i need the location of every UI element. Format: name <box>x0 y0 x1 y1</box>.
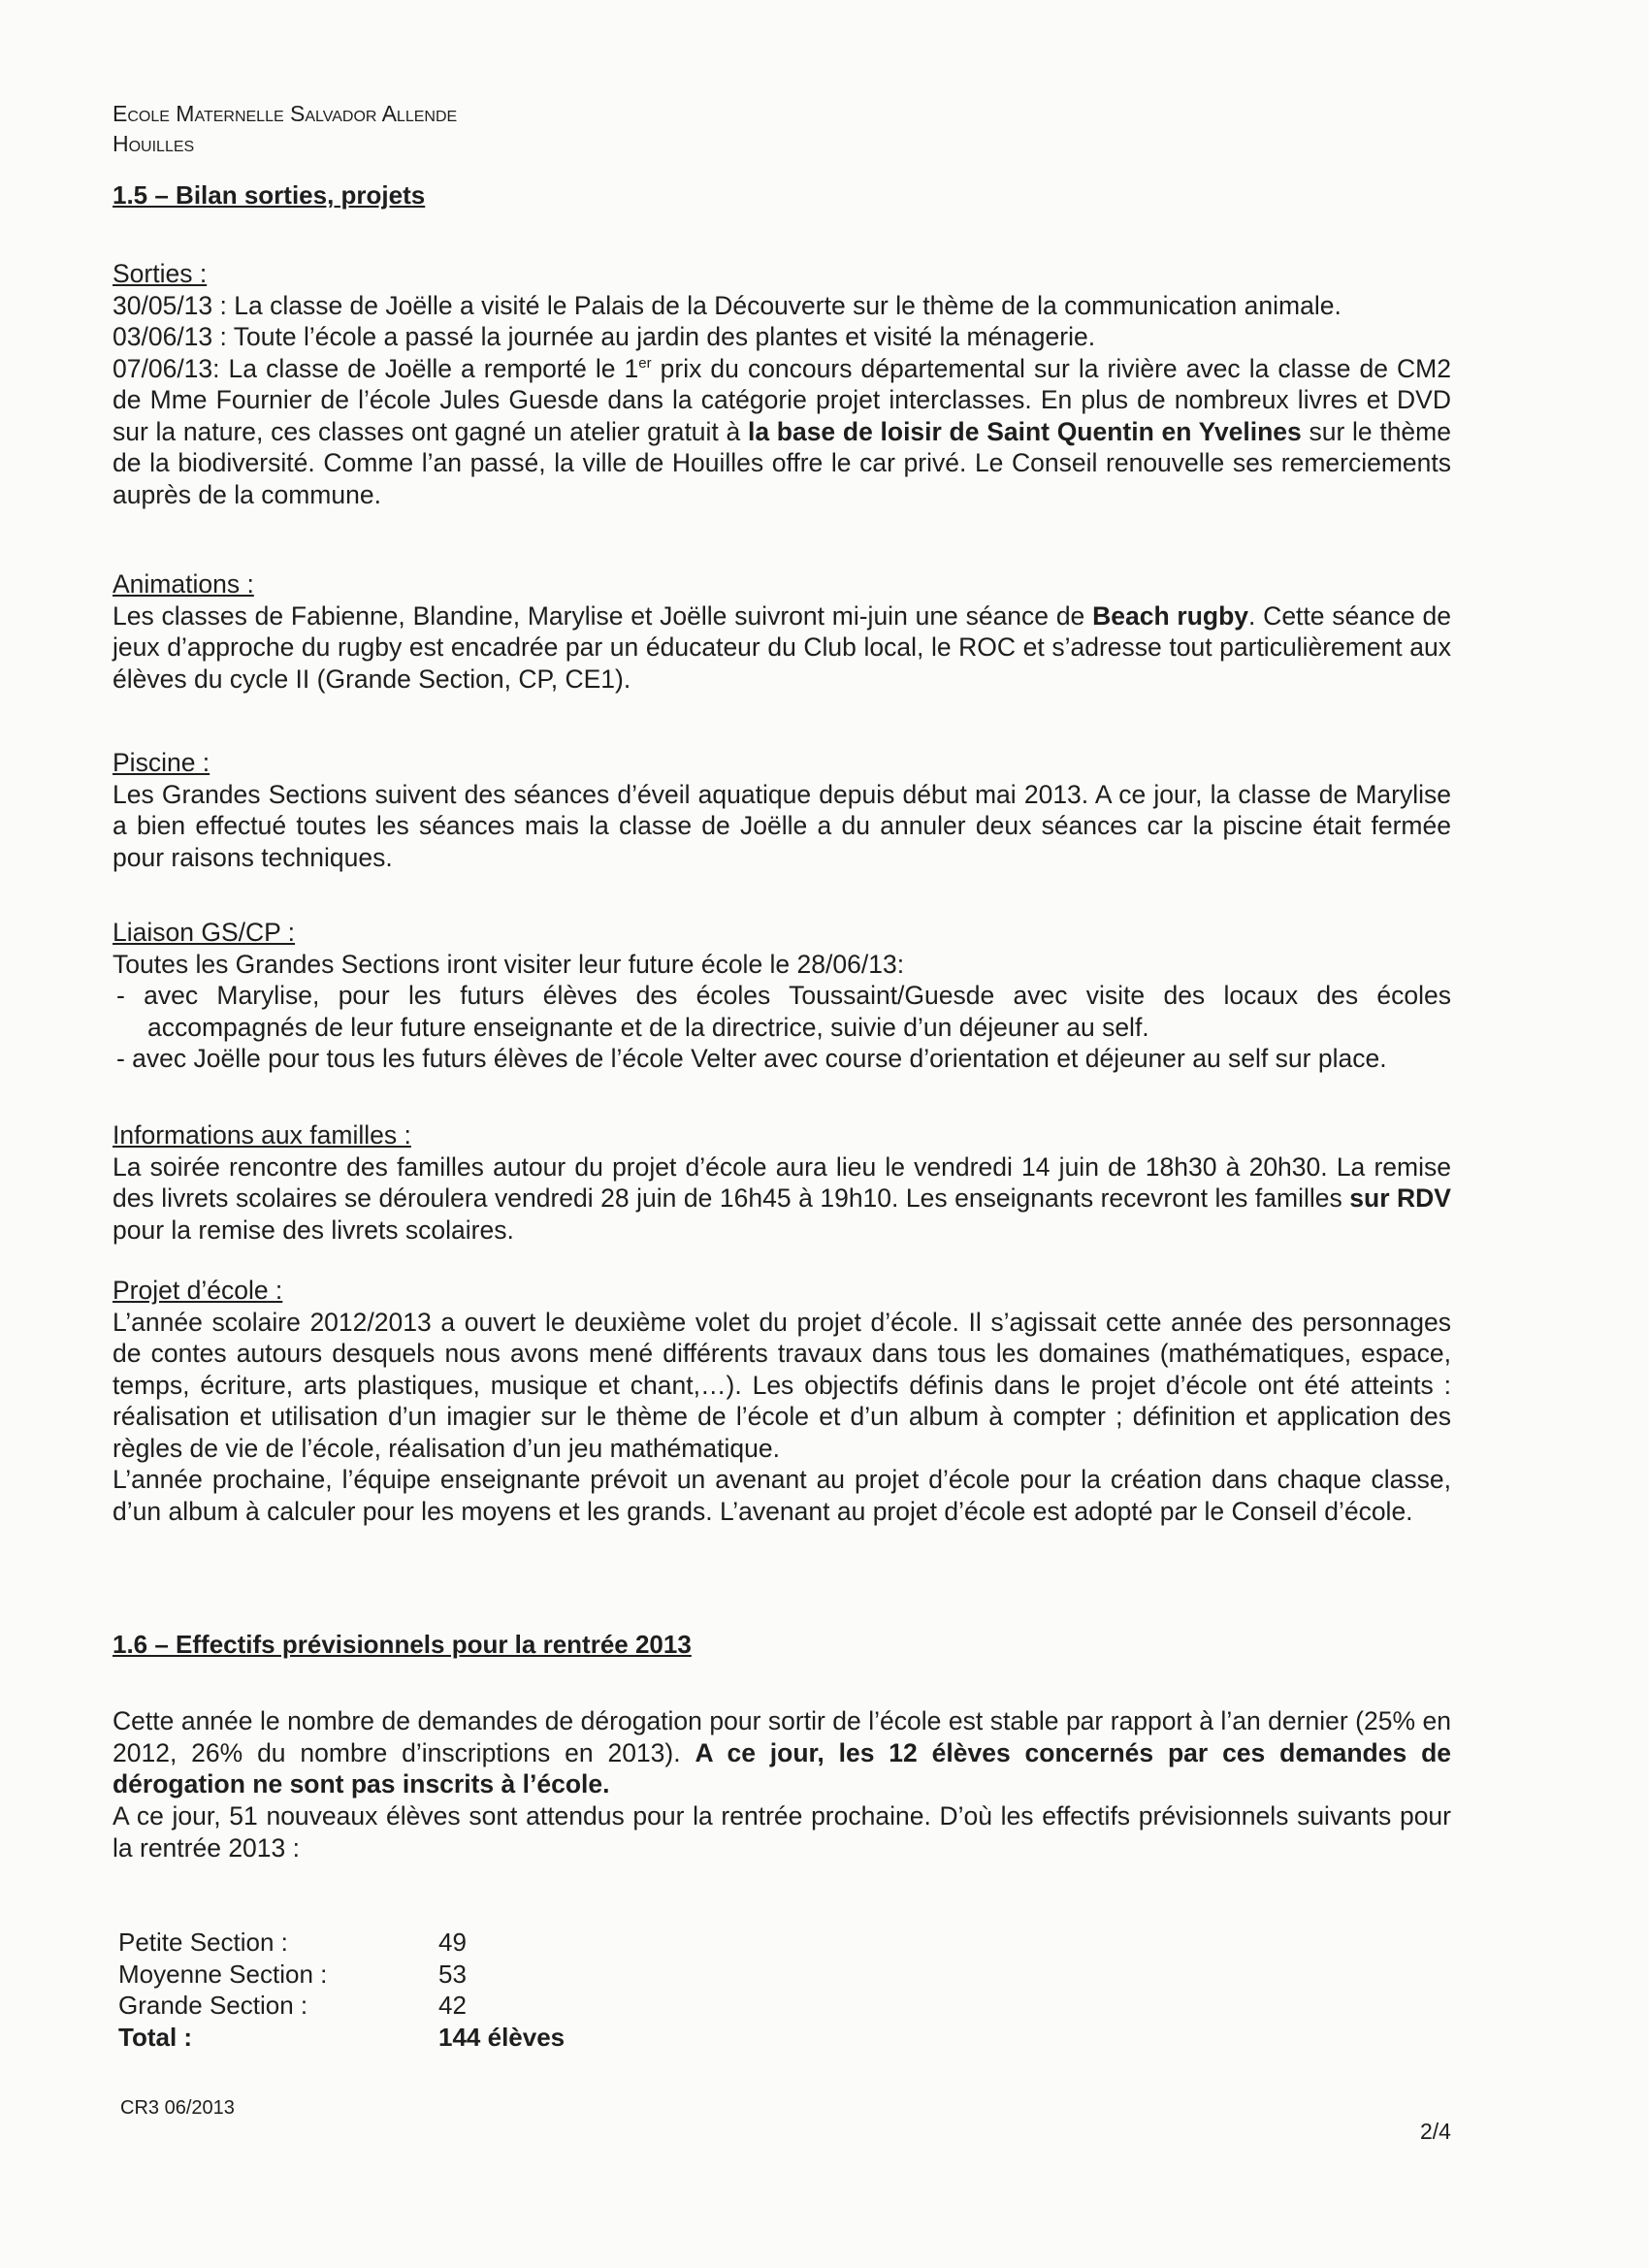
projet-paragraph-2: L’année prochaine, l’équipe enseignante prévoit un avenant au projet d’école pour la création dans chaque classe, d’un album à calculer pour les moyens et les grands. L’avenant au projet d’école est adopté par le Conseil d’école. <box>113 1465 1451 1526</box>
sorties-line-2: 03/06/13 : Toute l’école a passé la journée au jardin des plantes et visité la ménagerie. <box>113 322 1096 351</box>
projet-paragraph-1: L’année scolaire 2012/2013 a ouvert le deuxième volet du projet d’école. Il s’agissait cette année des personnages de contes autours desquels nous avons mené différents travaux dans tous les domaines (mathématiques, espace, temps, écriture, arts plastiques, musique et chant,…). Les objectifs définis dans le projet d’école ont été atteints : réalisation et utilisation d’un imagier sur le thème de l’école et d’un album à compter ; définition et application des règles de vie de l’école, réalisation d’un jeu mathématique. <box>113 1307 1451 1463</box>
sorties-line-1: 30/05/13 : La classe de Joëlle a visité le Palais de la Découverte sur le thème de la communication animale. <box>113 290 1342 320</box>
familles-block <box>113 1119 1451 1246</box>
letterhead <box>113 99 457 159</box>
projet-heading: Projet d’école : <box>113 1276 283 1305</box>
section-1-5-title: 1.5 – Bilan sorties, projets <box>113 180 426 210</box>
sorties-block <box>113 258 1451 510</box>
sorties-line-3: 07/06/13: La classe de Joëlle a remporté le 1er prix du concours départemental sur la rivière avec la classe de CM2 de Mme Fournier de l’école Jules Guesde dans la catégorie projet interclasses. En plus de nombreux livres et DVD sur la nature, ces classes ont gagné un atelier gratuit à la base de loisir de Saint Quentin en Yvelines sur le thème de la biodiversité. Comme l’an passé, la ville de Houilles offre le car privé. Le Conseil renouvelle ses remerciements auprès de la commune. <box>113 353 1451 509</box>
liaison-item-2: - avec Joëlle pour tous les futurs élèves de l’école Velter avec course d’orientation et déjeuner au self sur place. <box>116 1044 1387 1073</box>
projet-block <box>113 1275 1451 1527</box>
animations-heading: Animations : <box>113 569 254 599</box>
document-reference: CR3 06/2013 <box>120 2097 235 2119</box>
liaison-block <box>113 917 1451 1075</box>
section-1-6-title: 1.6 – Effectifs prévisionnels pour la rentrée 2013 <box>113 1630 692 1659</box>
piscine-text: Les Grandes Sections suivent des séances d’éveil aquatique depuis début mai 2013. A ce jour, la classe de Marylise a bien effectué toutes les séances mais la classe de Joëlle a du annuler deux séances car la piscine était fermée pour raisons techniques. <box>113 779 1451 872</box>
effectifs-paragraph: A ce jour, 51 nouveaux élèves sont attendus pour la rentrée prochaine. D’où les effectifs prévisionnels suivants pour la rentrée 2013 : <box>113 1801 1451 1863</box>
table-total-row: Total : 144 élèves <box>118 2022 566 2052</box>
animations-block <box>113 568 1451 695</box>
table-row: Moyenne Section : 53 <box>118 1959 467 1989</box>
piscine-heading: Piscine : <box>113 748 210 777</box>
liaison-item-1-cont: accompagnés de leur future enseignante et de la directrice, suivie d’un déjeuner au self. <box>147 1012 1149 1042</box>
piscine-block <box>113 747 1451 873</box>
animations-text: Les classes de Fabienne, Blandine, Marylise et Joëlle suivront mi-juin une séance de Beach rugby. Cette séance de jeux d’approche du rugby est encadrée par un éducateur du Club local, le ROC et s’adresse tout particulièrement aux élèves du cycle II (Grande Section, CP, CE1). <box>113 600 1452 694</box>
effectifs-table <box>118 1927 565 2053</box>
familles-heading: Informations aux familles : <box>113 1120 411 1150</box>
sorties-heading: Sorties : <box>113 259 208 288</box>
school-city: Houilles <box>113 131 195 156</box>
table-row: Grande Section : 42 <box>118 1991 467 2020</box>
school-name: Ecole Maternelle Salvador Allende <box>113 101 458 126</box>
table-row: Petite Section : 49 <box>118 1928 467 1957</box>
page-number: 2/4 <box>1420 2119 1451 2144</box>
liaison-item-1: - avec Marylise, pour les futurs élèves des écoles Toussaint/Guesde avec visite des locaux des écoles <box>116 981 1451 1010</box>
liaison-intro: Toutes les Grandes Sections iront visiter leur future école le 28/06/13: <box>113 949 905 979</box>
liaison-heading: Liaison GS/CP : <box>113 918 296 947</box>
derogation-paragraph: Cette année le nombre de demandes de dérogation pour sortir de l’école est stable par rapport à l’an dernier (25% en 2012, 26% du nombre d’inscriptions en 2013). A ce jour, les 12 élèves concernés par ces demandes de dérogation ne sont pas inscrits à l’école. <box>113 1706 1451 1798</box>
familles-text: La soirée rencontre des familles autour du projet d’école aura lieu le vendredi 14 juin de 18h30 à 20h30. La remise des livrets scolaires se déroulera vendredi 28 juin de 16h45 à 19h10. Les enseignants recevront les familles sur RDV pour la remise des livrets scolaires. <box>113 1151 1451 1245</box>
